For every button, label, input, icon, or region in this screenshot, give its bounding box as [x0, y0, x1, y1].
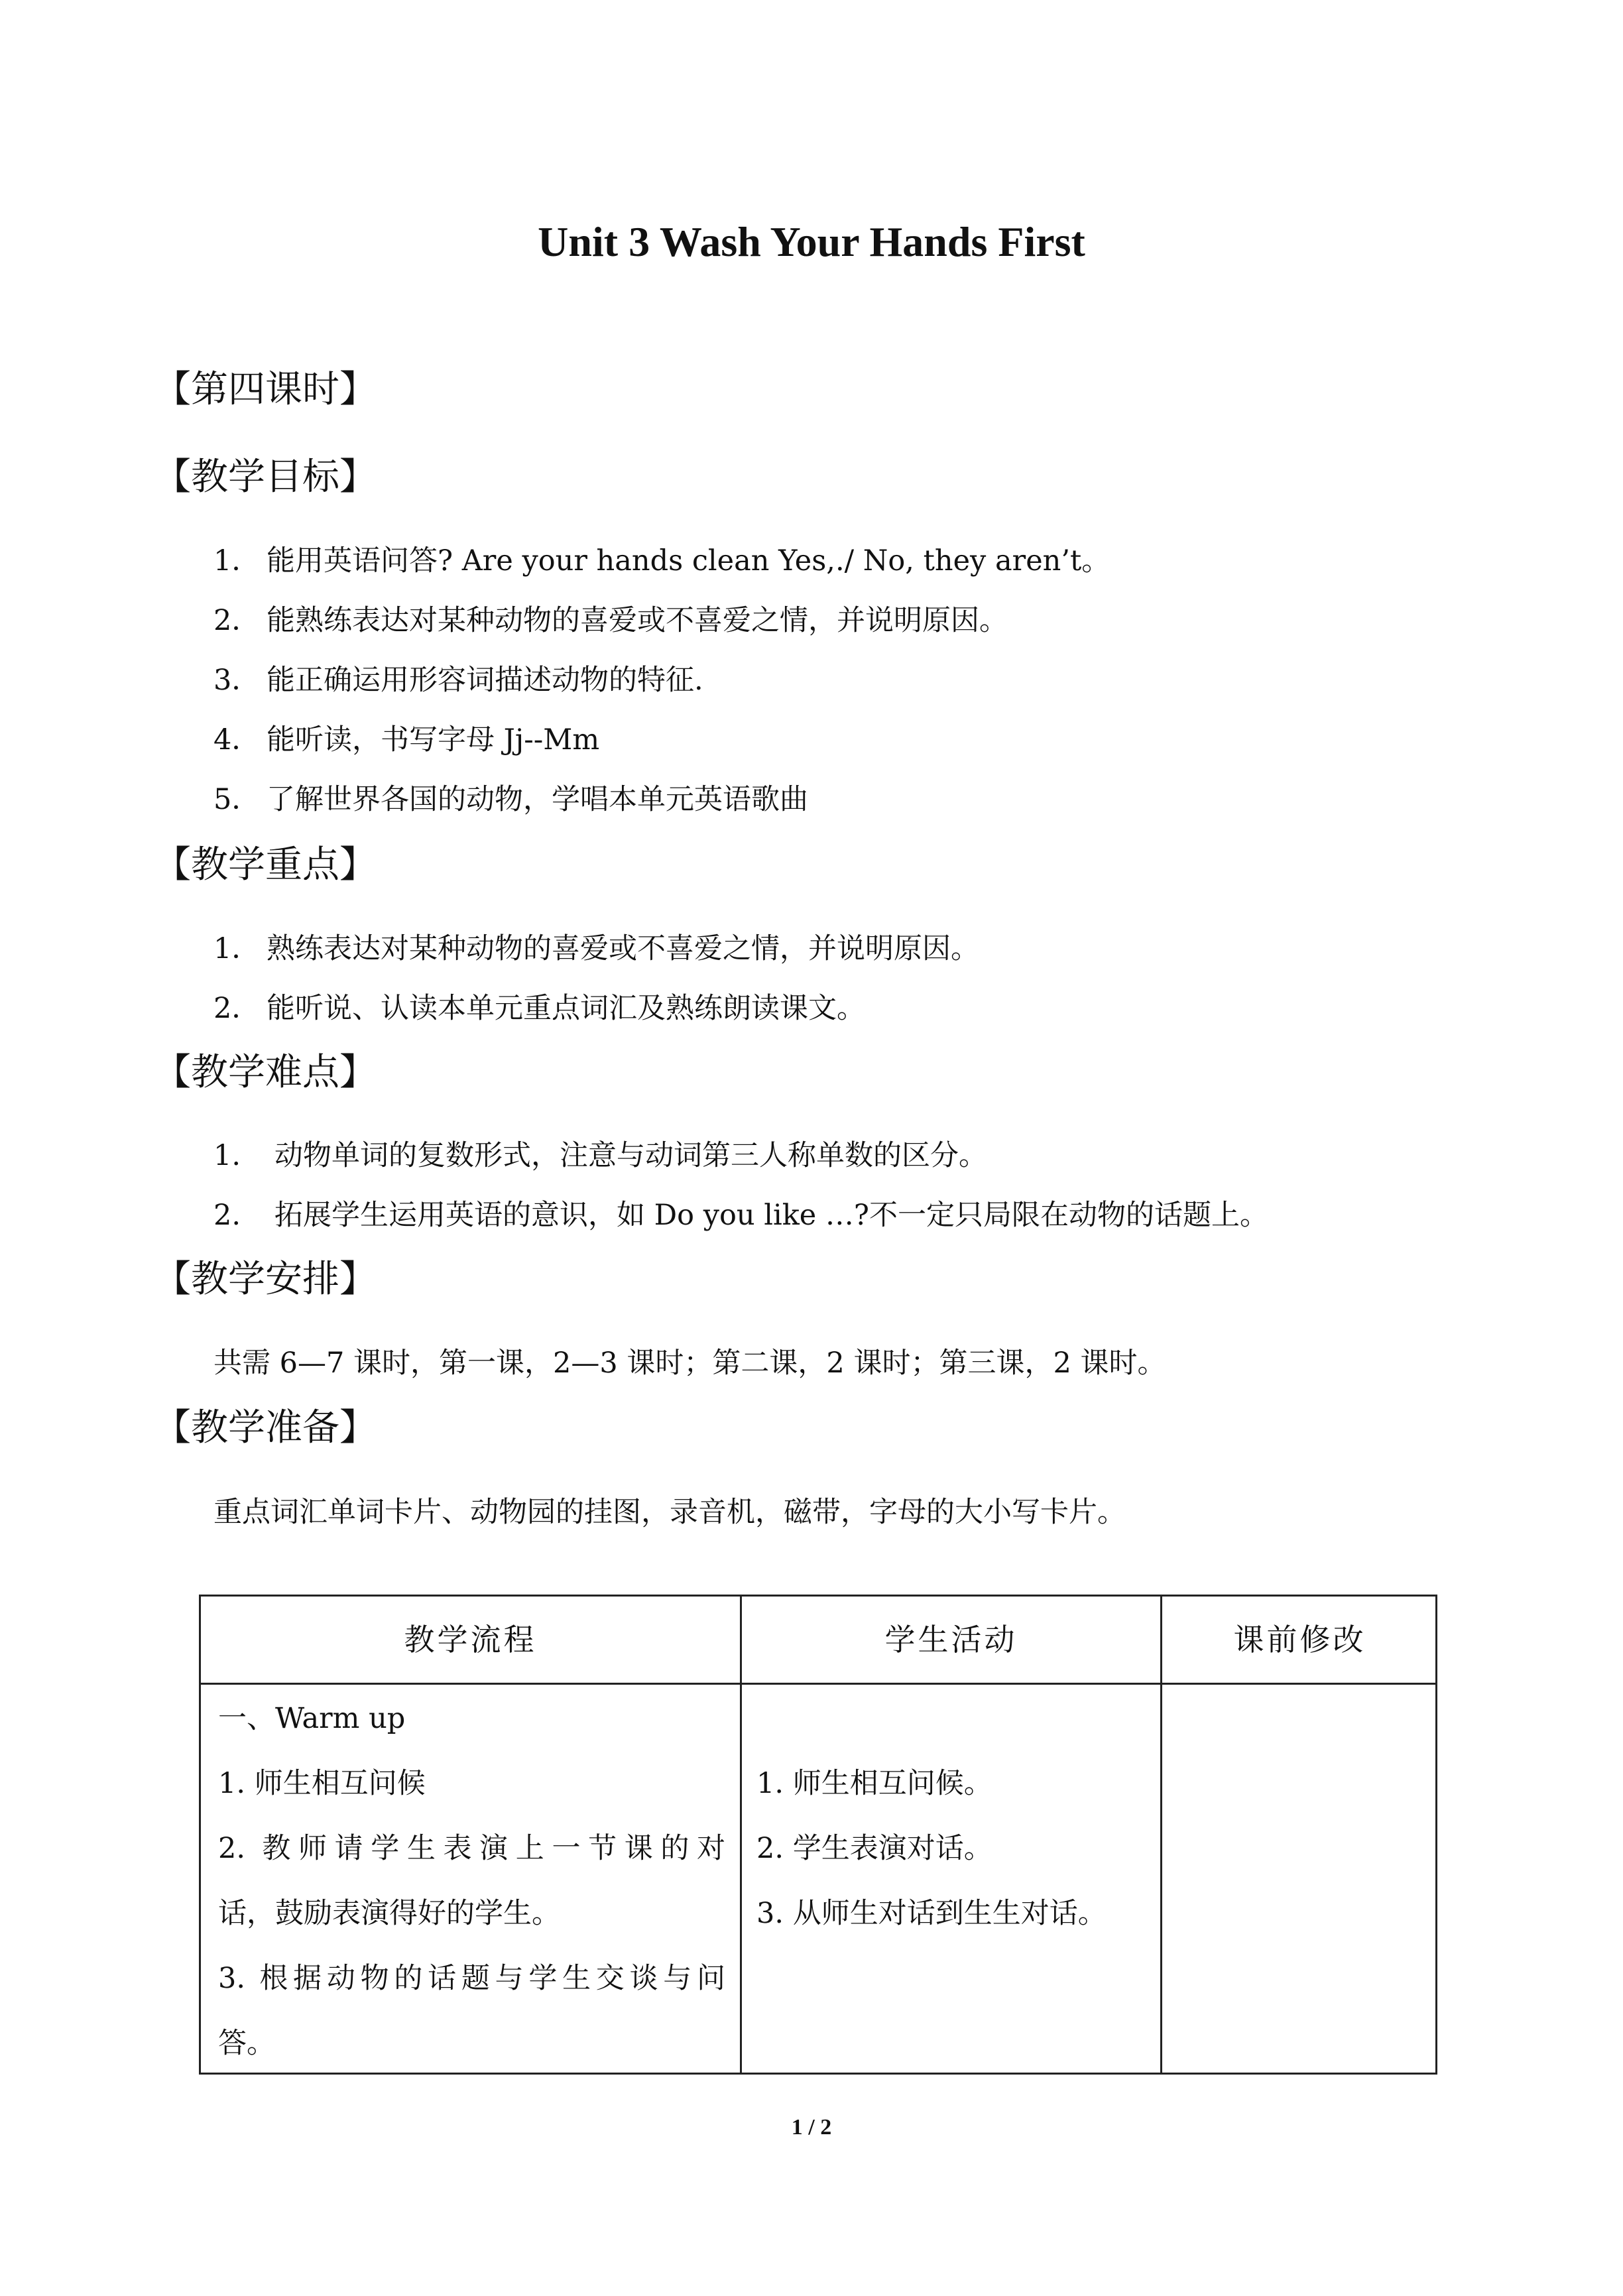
process-line: 一、Warm up [218, 1702, 406, 1735]
preparation-heading: 【教学准备】 [154, 1406, 377, 1449]
header-revision: 课前修改 [1233, 1622, 1366, 1658]
objective-item: 3． 能正确运用形容词描述动物的特征. [213, 664, 703, 697]
activity-line: 3. 从师生对话到生生对话。 [756, 1897, 1107, 1930]
activity-line: 1. 师生相互问候。 [756, 1767, 992, 1800]
objectives-heading: 【教学目标】 [154, 455, 377, 499]
objective-item: 2． 能熟练表达对某种动物的喜爱或不喜爱之情，并说明原因。 [213, 604, 1008, 637]
process-line: 答。 [218, 2027, 275, 2060]
process-line: 话，鼓励表演得好的学生。 [218, 1897, 560, 1930]
process-line: 3. 根据动物的话题与学生交谈与问 [218, 1962, 725, 1995]
activity-line: 2. 学生表演对话。 [756, 1832, 992, 1865]
objective-item: 4． 能听读，书写字母 Jj--Mm [213, 723, 600, 756]
key-point-item: 1． 熟练表达对某种动物的喜爱或不喜爱之情，并说明原因。 [213, 932, 979, 965]
header-process: 教学流程 [404, 1622, 537, 1658]
lesson-plan-table [199, 1595, 1437, 2075]
process-cell [218, 1686, 725, 2076]
lesson-heading: 【第四课时】 [154, 368, 377, 411]
header-activity: 学生活动 [884, 1622, 1018, 1658]
difficulty-item: 2. 拓展学生运用英语的意识，如 Do you like …?不一定只局限在动物的话题上。 [213, 1199, 1268, 1232]
activity-cell [756, 1751, 1154, 1946]
key-points-heading: 【教学重点】 [154, 843, 377, 886]
objective-item: 5． 了解世界各国的动物，学唱本单元英语歌曲 [213, 783, 808, 816]
difficulties-heading: 【教学难点】 [154, 1051, 377, 1094]
arrangement-text: 共需 6—7 课时，第一课，2—3 课时；第二课，2 课时；第三课，2 课时。 [213, 1347, 1166, 1380]
header-divider [201, 1683, 1435, 1685]
process-line: 1. 师生相互问候 [218, 1767, 426, 1800]
process-line: 2. 教师请学生表演上一节课的对 [218, 1832, 725, 1865]
preparation-text: 重点词汇单词卡片、动物园的挂图，录音机，磁带，字母的大小写卡片。 [213, 1496, 1126, 1529]
page-number: 1 / 2 [791, 2115, 832, 2140]
objective-item: 1． 能用英语问答? Are your hands clean Yes,./ No, they aren’t。 [213, 544, 1111, 577]
key-point-item: 2． 能听说、认读本单元重点词汇及熟练朗读课文。 [213, 992, 865, 1025]
page-title: Unit 3 Wash Your Hands First [538, 218, 1085, 265]
arrangement-heading: 【教学安排】 [154, 1258, 377, 1301]
difficulty-item: 1. 动物单词的复数形式，注意与动词第三人称单数的区分。 [213, 1139, 987, 1172]
